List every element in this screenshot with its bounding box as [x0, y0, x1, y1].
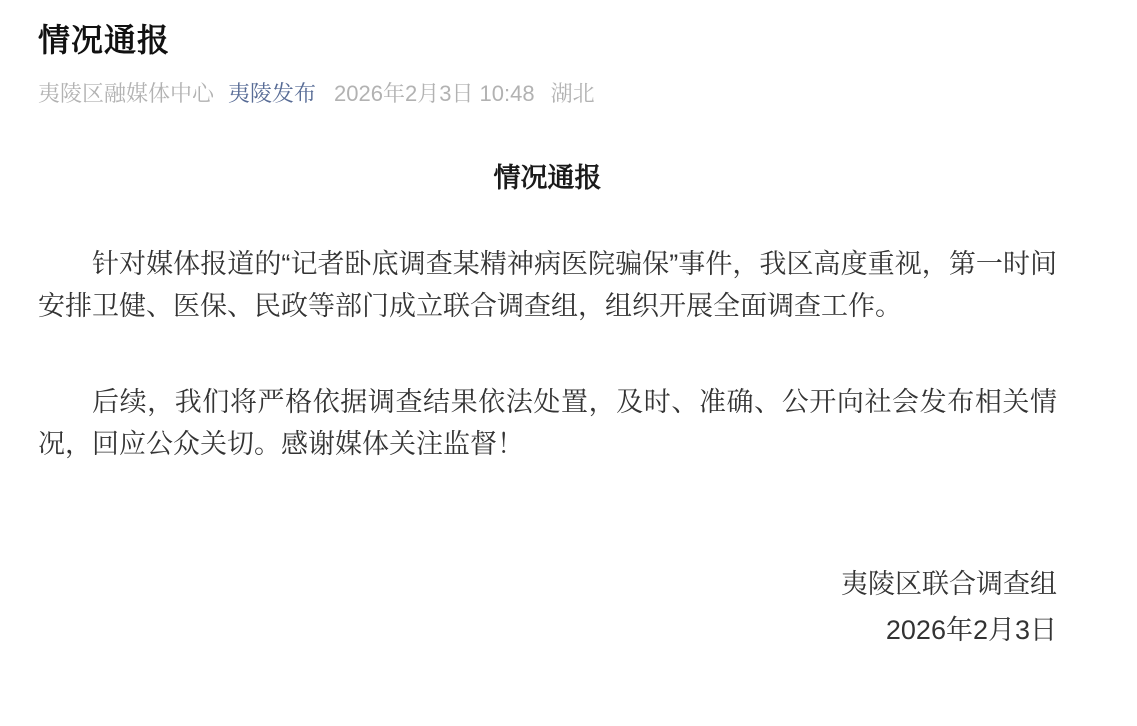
- article-heading: 情况通报: [493, 163, 602, 193]
- publish-datetime: 2026年2月3日 10:48: [334, 81, 535, 106]
- article-meta: [38, 80, 1057, 108]
- account-link[interactable]: 夷陵发布: [228, 81, 317, 106]
- article-paragraph-1: 针对媒体报道的“记者卧底调查某精神病医院骗保”事件，我区高度重视，第一时间安排卫健、医保、民政等部门成立联合调查组，组织开展全面调查工作。: [38, 249, 1057, 321]
- signature-block: [38, 561, 1057, 653]
- page-title: 情况通报: [38, 22, 171, 58]
- source-name: 夷陵区融媒体中心: [38, 81, 215, 106]
- article-paragraph-2: 后续，我们将严格依据调查结果依法处置，及时、准确、公开向社会发布相关情况，回应公众关切。感谢媒体关注监督！: [38, 387, 1057, 459]
- signature-name: 夷陵区联合调查组: [841, 569, 1057, 599]
- signature-date: 2026年2月3日: [885, 615, 1057, 645]
- publish-location: 湖北: [550, 81, 595, 106]
